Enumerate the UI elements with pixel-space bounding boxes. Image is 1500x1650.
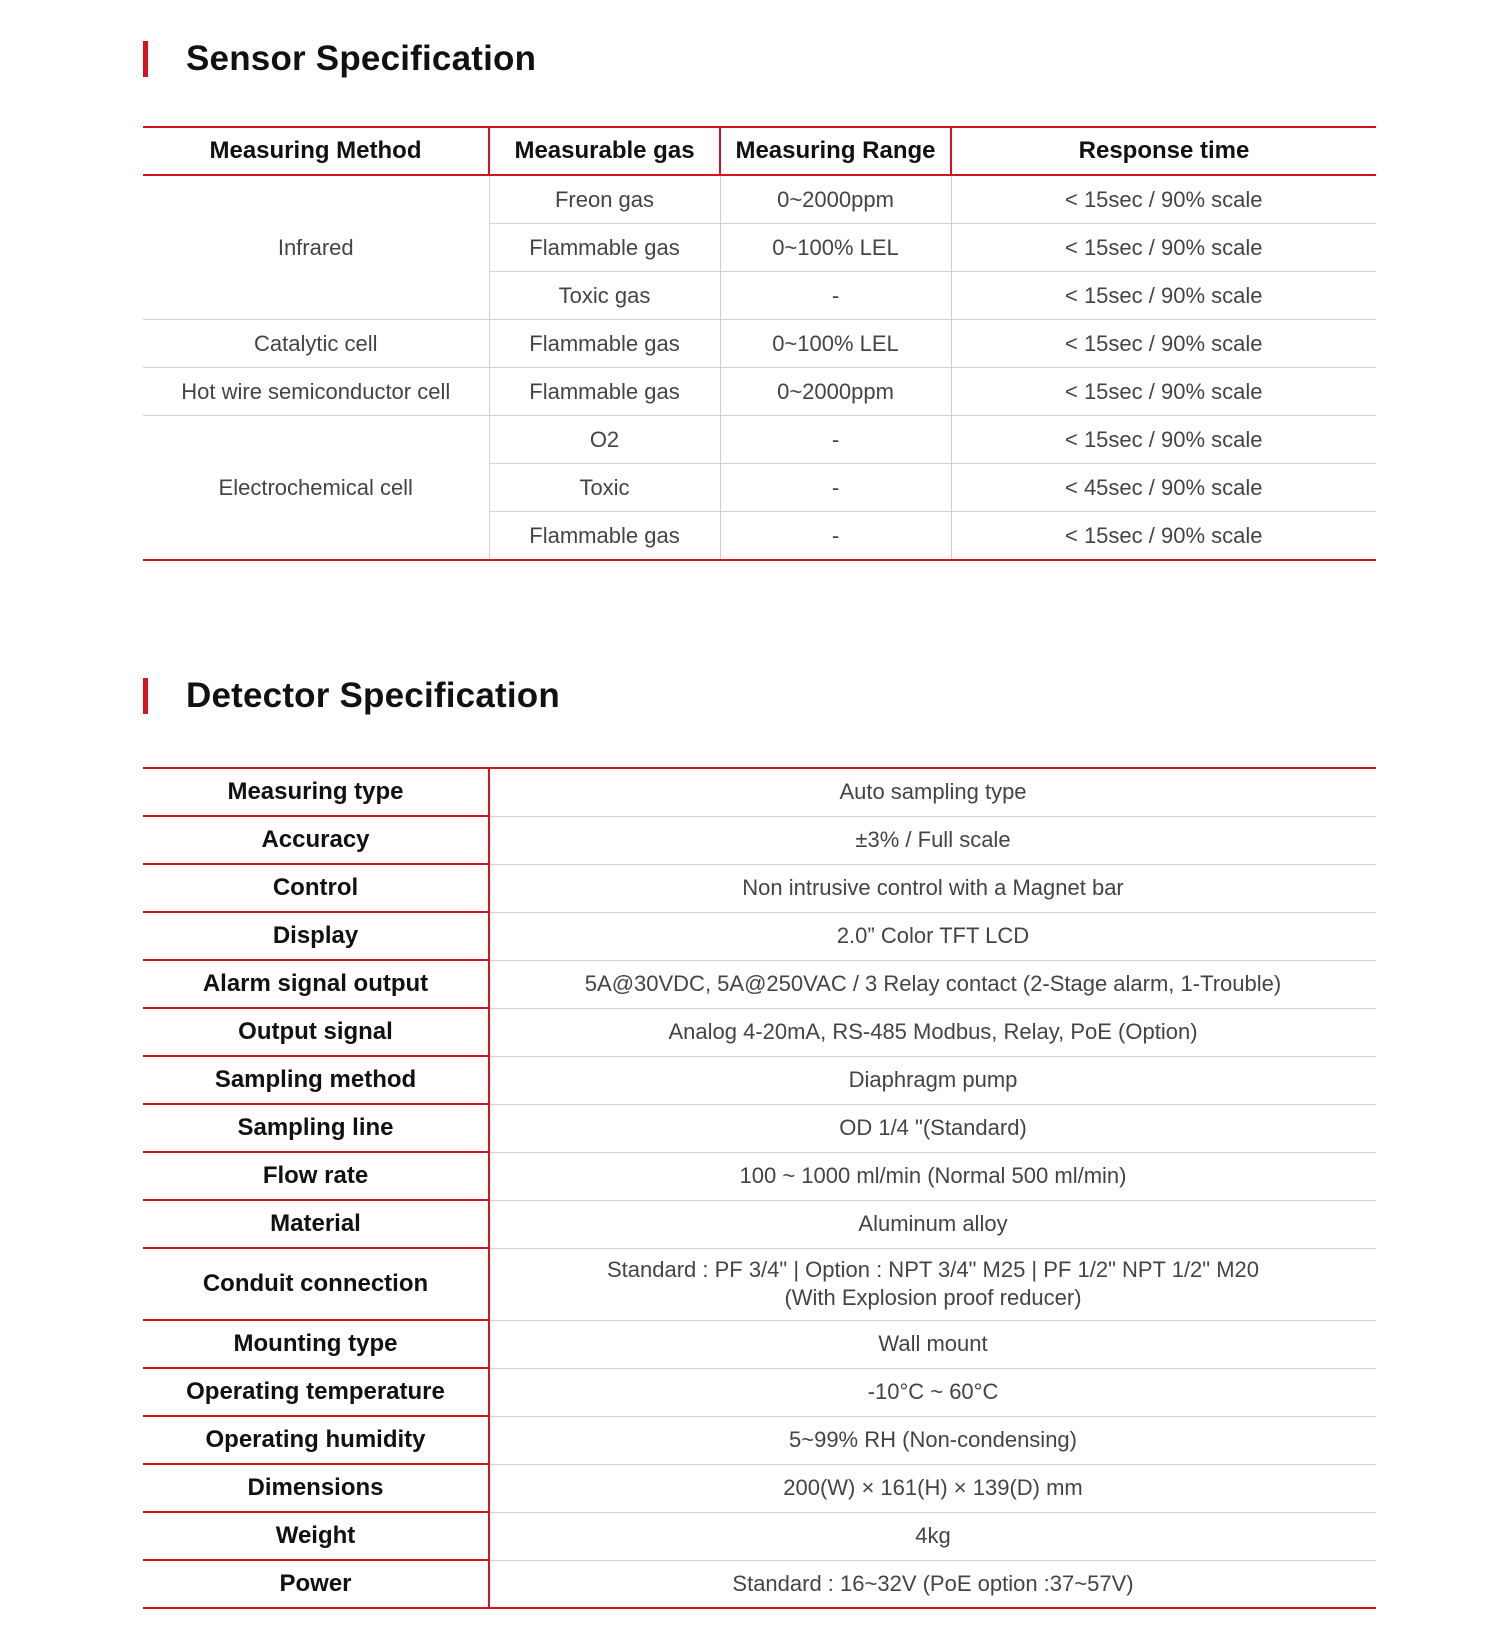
spec-value: Standard : 16~32V (PoE option :37~57V) bbox=[489, 1560, 1376, 1608]
table-row bbox=[143, 1464, 1376, 1512]
measurable-gas-cell: Freon gas bbox=[489, 175, 720, 224]
table-row bbox=[143, 1104, 1376, 1152]
spec-value-line: Standard : PF 3/4" | Option : NPT 3/4" M25 | PF 1/2" NPT 1/2" M20 bbox=[606, 1257, 1260, 1282]
spec-label: Power bbox=[143, 1560, 489, 1608]
spec-label: Conduit connection bbox=[143, 1248, 489, 1320]
measuring-range-cell: - bbox=[720, 416, 951, 464]
measuring-range-cell: - bbox=[720, 272, 951, 320]
measuring-range-cell: - bbox=[720, 512, 951, 561]
spec-label: Dimensions bbox=[143, 1464, 489, 1512]
table-row bbox=[143, 912, 1376, 960]
measuring-range-cell: 0~2000ppm bbox=[720, 368, 951, 416]
column-header: Measurable gas bbox=[489, 127, 720, 175]
column-header: Measuring Method bbox=[143, 127, 489, 175]
table-row bbox=[143, 1056, 1376, 1104]
spec-label: Sampling line bbox=[143, 1104, 489, 1152]
table-row bbox=[143, 960, 1376, 1008]
table-row bbox=[143, 1152, 1376, 1200]
column-header: Measuring Range bbox=[720, 127, 951, 175]
response-time-cell: < 15sec / 90% scale bbox=[951, 368, 1376, 416]
table-row bbox=[143, 864, 1376, 912]
spec-value: Analog 4-20mA, RS-485 Modbus, Relay, PoE (Option) bbox=[489, 1008, 1376, 1056]
response-time-cell: < 15sec / 90% scale bbox=[951, 224, 1376, 272]
table-row bbox=[143, 1248, 1376, 1320]
table-row bbox=[143, 1560, 1376, 1608]
measurable-gas-cell: Flammable gas bbox=[489, 368, 720, 416]
table-row bbox=[143, 320, 1376, 368]
spec-label: Measuring type bbox=[143, 768, 489, 816]
table-row bbox=[143, 416, 1376, 464]
column-header: Response time bbox=[951, 127, 1376, 175]
heading-accent-bar bbox=[143, 41, 148, 77]
table-row bbox=[143, 368, 1376, 416]
spec-label: Control bbox=[143, 864, 489, 912]
spec-label: Flow rate bbox=[143, 1152, 489, 1200]
spec-label: Material bbox=[143, 1200, 489, 1248]
measuring-range-cell: - bbox=[720, 464, 951, 512]
table-row bbox=[143, 816, 1376, 864]
spec-value: Non intrusive control with a Magnet bar bbox=[489, 864, 1376, 912]
table-header-row bbox=[143, 127, 1376, 175]
measurable-gas-cell: O2 bbox=[489, 416, 720, 464]
response-time-cell: < 15sec / 90% scale bbox=[951, 320, 1376, 368]
measuring-method-cell: Infrared bbox=[143, 175, 489, 320]
spec-value: 100 ~ 1000 ml/min (Normal 500 ml/min) bbox=[489, 1152, 1376, 1200]
spec-value: 200(W) × 161(H) × 139(D) mm bbox=[489, 1464, 1376, 1512]
spec-label: Output signal bbox=[143, 1008, 489, 1056]
measuring-method-cell: Electrochemical cell bbox=[143, 416, 489, 561]
response-time-cell: < 15sec / 90% scale bbox=[951, 272, 1376, 320]
spec-value: 4kg bbox=[489, 1512, 1376, 1560]
measurable-gas-cell: Flammable gas bbox=[489, 224, 720, 272]
sensor-spec-heading bbox=[143, 41, 536, 77]
spec-label: Alarm signal output bbox=[143, 960, 489, 1008]
measuring-method-cell: Hot wire semiconductor cell bbox=[143, 368, 489, 416]
spec-label: Accuracy bbox=[143, 816, 489, 864]
spec-label: Sampling method bbox=[143, 1056, 489, 1104]
table-row bbox=[143, 1512, 1376, 1560]
section-title: Sensor Specification bbox=[186, 39, 537, 78]
spec-value bbox=[489, 1248, 1376, 1320]
measuring-range-cell: 0~100% LEL bbox=[720, 320, 951, 368]
spec-value: OD 1/4 "(Standard) bbox=[489, 1104, 1376, 1152]
measurable-gas-cell: Toxic bbox=[489, 464, 720, 512]
spec-value: Diaphragm pump bbox=[489, 1056, 1376, 1104]
sensor-spec-table bbox=[143, 126, 1376, 561]
table-row bbox=[143, 175, 1376, 224]
detector-spec-heading bbox=[143, 678, 560, 714]
spec-value: Aluminum alloy bbox=[489, 1200, 1376, 1248]
spec-value: 5~99% RH (Non-condensing) bbox=[489, 1416, 1376, 1464]
response-time-cell: < 15sec / 90% scale bbox=[951, 175, 1376, 224]
measuring-range-cell: 0~2000ppm bbox=[720, 175, 951, 224]
table-row bbox=[143, 768, 1376, 816]
section-title: Detector Specification bbox=[186, 676, 560, 715]
heading-accent-bar bbox=[143, 678, 148, 714]
response-time-cell: < 45sec / 90% scale bbox=[951, 464, 1376, 512]
table-row bbox=[143, 1200, 1376, 1248]
spec-value: 2.0” Color TFT LCD bbox=[489, 912, 1376, 960]
measurable-gas-cell: Toxic gas bbox=[489, 272, 720, 320]
spec-value: -10°C ~ 60°C bbox=[489, 1368, 1376, 1416]
measurable-gas-cell: Flammable gas bbox=[489, 512, 720, 561]
measurable-gas-cell: Flammable gas bbox=[489, 320, 720, 368]
spec-label: Operating temperature bbox=[143, 1368, 489, 1416]
spec-value: Wall mount bbox=[489, 1320, 1376, 1368]
detector-spec-table bbox=[143, 767, 1376, 1609]
table-row bbox=[143, 1320, 1376, 1368]
spec-value: ±3% / Full scale bbox=[489, 816, 1376, 864]
spec-value: Auto sampling type bbox=[489, 768, 1376, 816]
spec-label: Weight bbox=[143, 1512, 489, 1560]
spec-label: Display bbox=[143, 912, 489, 960]
response-time-cell: < 15sec / 90% scale bbox=[951, 416, 1376, 464]
table-row bbox=[143, 1416, 1376, 1464]
spec-value: 5A@30VDC, 5A@250VAC / 3 Relay contact (2-Stage alarm, 1-Trouble) bbox=[489, 960, 1376, 1008]
spec-label: Mounting type bbox=[143, 1320, 489, 1368]
measuring-range-cell: 0~100% LEL bbox=[720, 224, 951, 272]
response-time-cell: < 15sec / 90% scale bbox=[951, 512, 1376, 561]
table-row bbox=[143, 1368, 1376, 1416]
measuring-method-cell: Catalytic cell bbox=[143, 320, 489, 368]
spec-value-line: (With Explosion proof reducer) bbox=[784, 1285, 1082, 1310]
spec-label: Operating humidity bbox=[143, 1416, 489, 1464]
table-row bbox=[143, 1008, 1376, 1056]
